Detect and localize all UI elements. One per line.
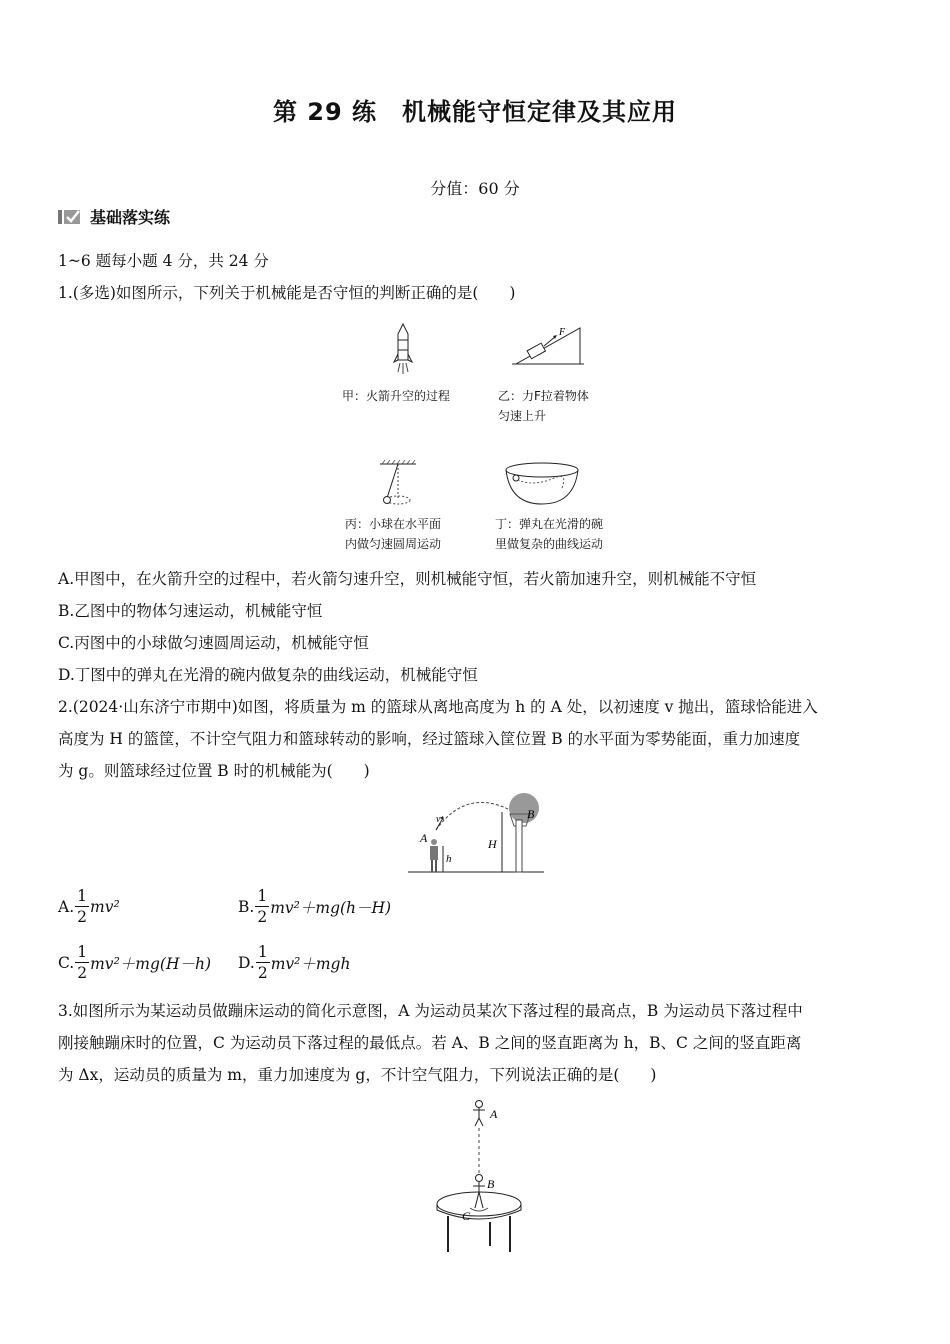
q1-stem: 1.(多选)如图所示，下列关于机械能是否守恒的判断正确的是( ) bbox=[58, 284, 516, 302]
caption-bing-1: 丙：小球在水平面 bbox=[345, 517, 442, 531]
caption-yi-2: 匀速上升 bbox=[498, 409, 547, 423]
caption-ding-1: 丁：弹丸在光滑的碗 bbox=[495, 517, 604, 531]
pendulum-figure bbox=[372, 460, 422, 510]
basketball-figure bbox=[406, 790, 546, 878]
q3-line-1: 3.如图所示为某运动员做蹦床运动的简化示意图，A 为运动员某次下落过程的最高点，B 为运动员下落过程中 bbox=[58, 1002, 803, 1020]
caption-yi-1: 乙：力F拉着物体 bbox=[498, 389, 589, 403]
section-header bbox=[58, 205, 170, 228]
score-label: 分值：60 分 bbox=[430, 179, 520, 198]
label-F: F bbox=[559, 327, 566, 338]
label-B: B bbox=[487, 1177, 495, 1191]
q1-option-b: B.乙图中的物体匀速运动，机械能守恒 bbox=[58, 602, 323, 620]
incline-figure bbox=[512, 322, 584, 367]
page-title: 第 29 练 机械能守恒定律及其应用 bbox=[272, 98, 678, 126]
trampoline-figure bbox=[430, 1096, 530, 1256]
label-A: A bbox=[490, 1107, 498, 1121]
caption-bing-2: 内做匀速圆周运动 bbox=[345, 537, 442, 551]
label-H: H bbox=[488, 837, 497, 851]
label-h: h bbox=[446, 853, 452, 865]
q2-line-3: 为 g。则篮球经过位置 B 时的机械能为( ) bbox=[58, 762, 370, 780]
q1-option-d: D.丁图中的弹丸在光滑的碗内做复杂的曲线运动，机械能守恒 bbox=[58, 666, 478, 684]
label-v: v bbox=[436, 814, 441, 825]
q2-option-c: C. $\frac{1}{2}$ mv²＋mg(H－h) bbox=[58, 943, 211, 982]
label-C: C bbox=[462, 1209, 471, 1223]
q3-line-2: 刚接触蹦床时的位置，C 为运动员下落过程的最低点。若 A、B 之间的竖直距离为 h，B、C 之间的竖直距离 bbox=[58, 1034, 802, 1052]
q2-option-d: D. $\frac{1}{2}$ mv²＋mgh bbox=[238, 943, 351, 982]
bowl-figure bbox=[502, 460, 582, 508]
q1-option-c: C.丙图中的小球做匀速圆周运动，机械能守恒 bbox=[58, 634, 369, 652]
q1-option-a: A.甲图中，在火箭升空的过程中，若火箭匀速升空，则机械能守恒，若火箭加速升空，则机械能不守恒 bbox=[58, 570, 757, 588]
q2-line-1: 2.(2024·山东济宁市期中)如图，将质量为 m 的篮球从离地高度为 h 的 A 处，以初速度 v 抛出，篮球恰能进入 bbox=[58, 698, 818, 716]
caption-ding-2: 里做复杂的曲线运动 bbox=[495, 537, 604, 551]
section-title: 基础落实练 bbox=[90, 208, 171, 227]
checklist-icon bbox=[58, 208, 82, 226]
q3-line-3: 为 Δx，运动员的质量为 m，重力加速度为 g，不计空气阻力，下列说法正确的是( ) bbox=[58, 1066, 657, 1084]
label-A: A bbox=[420, 831, 428, 845]
q2-option-b: B. $\frac{1}{2}$ mv²＋mg(h－H) bbox=[238, 887, 392, 926]
rocket-figure bbox=[388, 322, 418, 382]
label-B: B bbox=[527, 807, 535, 821]
q2-option-a: A. $\frac{1}{2}$ mv² bbox=[58, 887, 120, 926]
q2-line-2: 高度为 H 的篮筐，不计空气阻力和篮球转动的影响，经过篮球入筐位置 B 的水平面为零势能面，重力加速度 bbox=[58, 730, 801, 748]
intro-text: 1~6 题每小题 4 分，共 24 分 bbox=[58, 252, 269, 270]
caption-jia: 甲：火箭升空的过程 bbox=[342, 389, 451, 403]
